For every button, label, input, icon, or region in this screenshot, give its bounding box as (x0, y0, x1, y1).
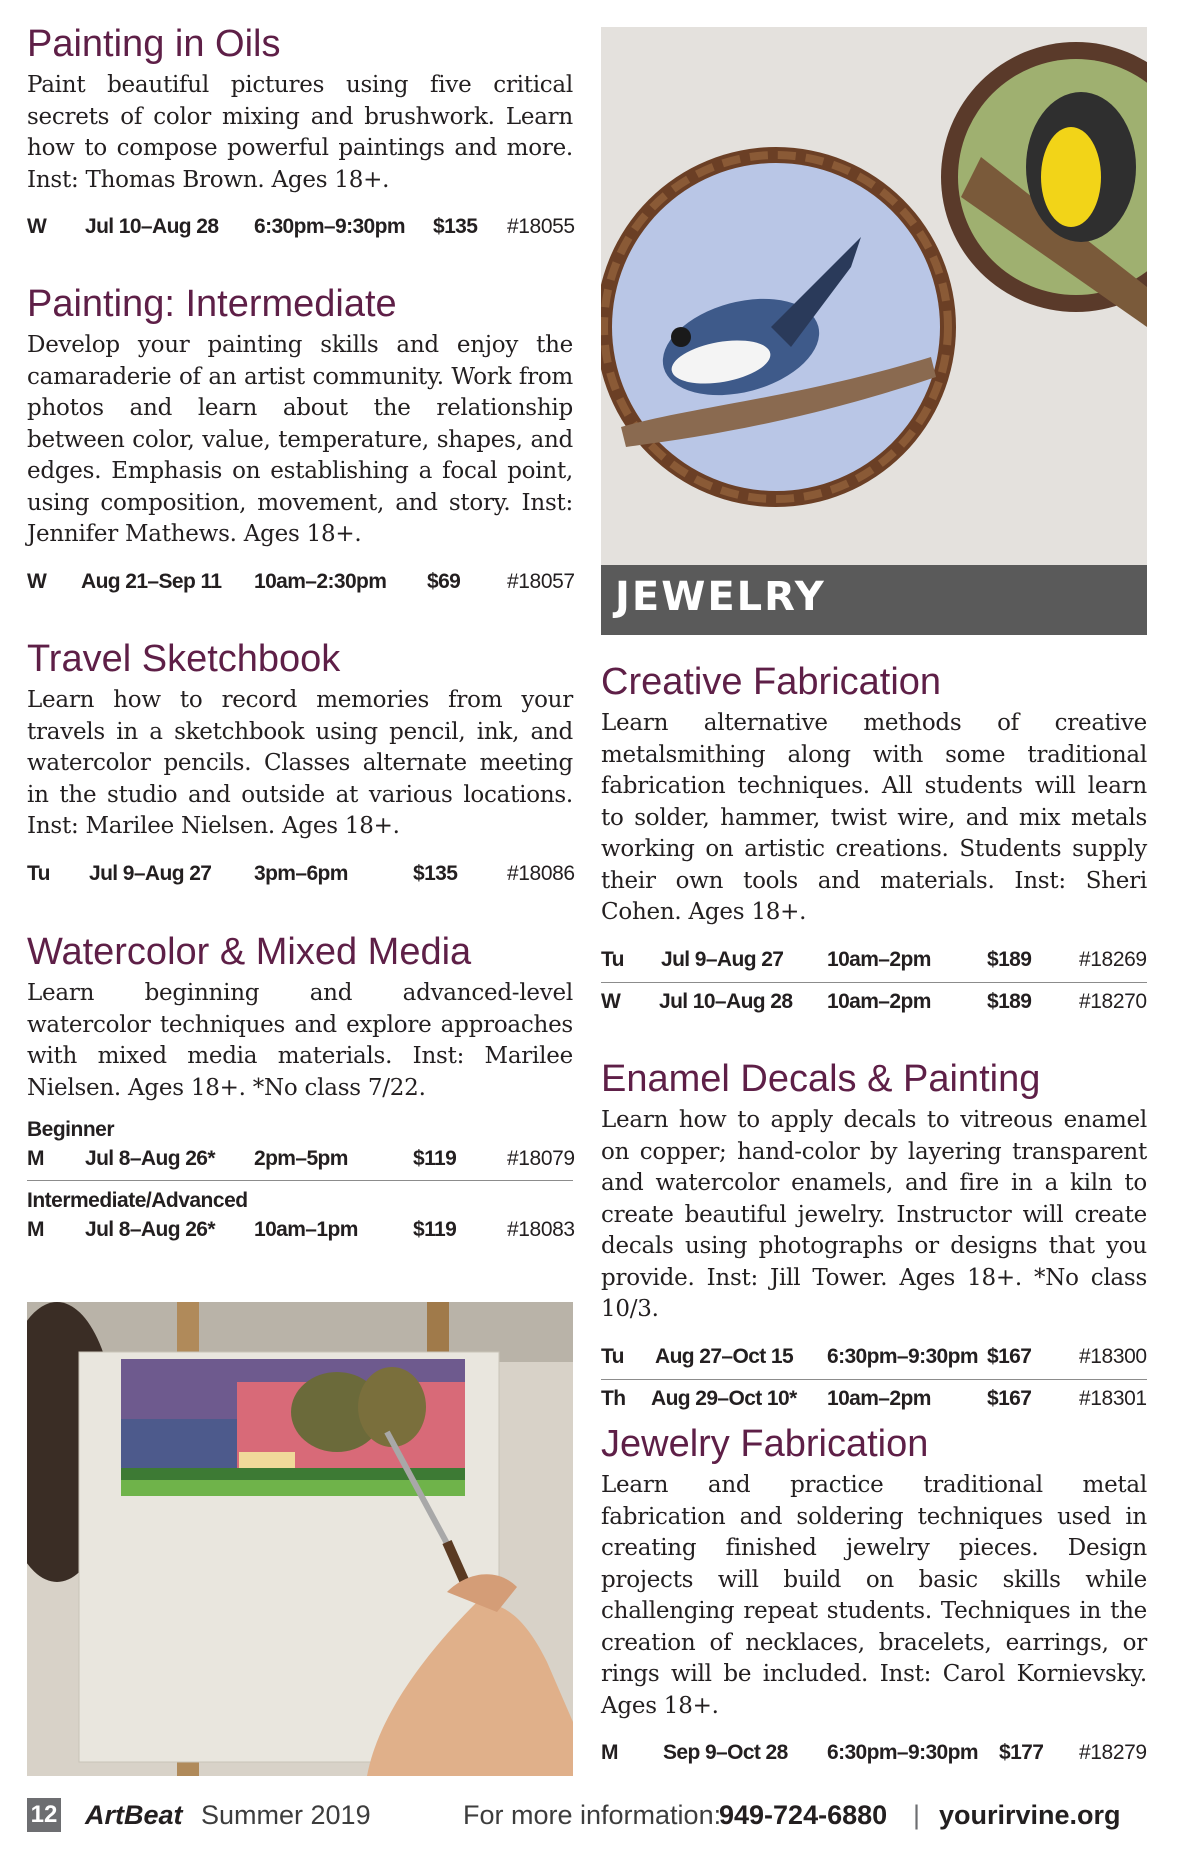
course-title: Painting: Intermediate (27, 283, 397, 325)
phone-number: 949-724-6880 (719, 1800, 888, 1830)
session-dates: Jul 9–Aug 27 (661, 947, 784, 971)
course-description: Learn and practice traditional metal fabrication and soldering techniques used in creating finished jewelry pieces. Design projects will build on basic skills while challenging repeat students. Techniques in the creation of necklaces, bracelets, earrings, or rings will be included. Inst: Carol Kornievsky. Ages 18+. (601, 1472, 1147, 1719)
session-list (601, 941, 1147, 1024)
session-time: 6:30pm–9:30pm (827, 1344, 978, 1368)
session-list (27, 855, 573, 893)
session-code: #18279 (1079, 1741, 1147, 1764)
session-dates: Jul 9–Aug 27 (89, 861, 212, 885)
session-dates: Jul 10–Aug 28 (85, 215, 219, 238)
course-watercolor-mixed-media (27, 930, 573, 1251)
session-price: $69 (427, 569, 461, 593)
session-time: 3pm–6pm (254, 861, 348, 885)
session-day: M (601, 1741, 618, 1764)
page-number: 12 (27, 1798, 61, 1832)
level-label: Beginner (27, 1118, 115, 1141)
session-code: #18055 (507, 215, 575, 238)
session-code: #18301 (1079, 1386, 1147, 1410)
session-day: Tu (27, 861, 50, 885)
course-description: Learn how to apply decals to vitreous enamel on copper; hand-color by layering transparent and watercolor enamels, and fire in a kiln to create beautiful jewelry. Instructor will create decals using photographs or designs that you provide. Inst: Jill Tower. Ages 18+. *No class 10/3. (601, 1107, 1147, 1322)
level-label: Intermediate/Advanced (27, 1189, 248, 1212)
session-price: $167 (987, 1386, 1032, 1410)
enamel-photo-illustration (601, 27, 1147, 565)
course-description: Paint beautiful pictures using five critical secrets of color mixing and brushwork. Learn how to compose powerful paintings and more. Inst: Thomas Brown. Ages 18+. (27, 72, 573, 193)
course-title: Jewelry Fabrication (601, 1423, 929, 1465)
session-day: M (27, 1147, 44, 1170)
session-code: #18270 (1079, 989, 1147, 1013)
session-row (27, 855, 573, 893)
session-row (601, 1338, 1147, 1379)
session-day: W (27, 569, 47, 593)
course-painting-intermediate (27, 282, 573, 601)
session-time: 10am–2pm (827, 947, 931, 971)
website-link[interactable]: yourirvine.org (939, 1800, 1121, 1830)
painting-class-photo (27, 1302, 573, 1776)
session-code: #18269 (1079, 947, 1147, 971)
publication-season: Summer 2019 (201, 1800, 371, 1830)
session-row (601, 1734, 1147, 1772)
session-dates: Jul 8–Aug 26* (85, 1218, 215, 1241)
session-dates: Sep 9–Oct 28 (663, 1741, 788, 1764)
session-price: $167 (987, 1344, 1032, 1368)
session-price: $189 (987, 989, 1032, 1013)
session-time: 10am–2pm (827, 989, 931, 1013)
course-description: Learn beginning and advanced-level watercolor techniques and explore approaches with mixed media materials. Inst: Marilee Nielsen. Ages 18+. *No class 7/22. (27, 980, 573, 1101)
session-dates: Aug 29–Oct 10* (651, 1386, 797, 1410)
course-painting-in-oils (27, 22, 573, 246)
session-row (601, 982, 1147, 1024)
painting-photo-illustration (27, 1302, 573, 1776)
session-time: 6:30pm–9:30pm (827, 1741, 978, 1764)
session-price: $119 (413, 1218, 457, 1241)
session-row (27, 1215, 573, 1251)
session-code: #18057 (507, 569, 575, 593)
session-price: $119 (413, 1147, 457, 1170)
course-description: Learn how to record memories from your travels in a sketchbook using pencil, ink, and watercolor pencils. Classes alternate meeting in the studio and outside at various locations. Inst: Marilee Nielsen. Ages 18+. (27, 687, 573, 839)
session-row (601, 1379, 1147, 1421)
session-day: Tu (601, 947, 624, 971)
session-code: #18079 (507, 1147, 575, 1170)
session-list (27, 563, 573, 601)
session-day: W (601, 989, 621, 1013)
course-title: Watercolor & Mixed Media (27, 931, 472, 973)
course-description: Learn alternative methods of creative metalsmithing along with some traditional fabrication techniques. All students will learn to solder, hammer, twist wire, and mix metals working on artistic creations. Students supply their own tools and materials. Inst: Sheri Cohen. Ages 18+. (601, 710, 1147, 925)
session-day: Tu (601, 1344, 624, 1368)
row-divider (27, 1180, 573, 1181)
session-code: #18083 (507, 1218, 575, 1241)
course-jewelry-fabrication (601, 1422, 1147, 1772)
session-dates: Aug 21–Sep 11 (81, 569, 222, 593)
publication-name: ArtBeat (85, 1800, 183, 1830)
enamel-birds-photo (601, 27, 1147, 565)
session-price: $135 (433, 215, 478, 238)
session-row (601, 941, 1147, 982)
session-day: W (27, 215, 47, 238)
session-list (27, 208, 573, 246)
session-row (27, 1144, 573, 1180)
course-creative-fabrication (601, 660, 1147, 1024)
section-heading-band (601, 565, 1147, 635)
session-dates: Jul 10–Aug 28 (659, 989, 793, 1013)
session-list (601, 1734, 1147, 1772)
session-row (27, 563, 573, 601)
session-row (27, 208, 573, 246)
session-time: 2pm–5pm (254, 1147, 348, 1170)
session-price: $177 (999, 1741, 1044, 1764)
session-price: $189 (987, 947, 1032, 971)
course-title: Travel Sketchbook (27, 638, 341, 680)
course-description: Develop your painting skills and enjoy the camaraderie of an artist community. Work from photos and learn about the relationship between color, value, temperature, shapes, and edges. Emphasis on establishing a focal point, using composition, movement, and story. Inst: Jennifer Mathews. Ages 18+. (27, 332, 573, 547)
session-dates: Jul 8–Aug 26* (85, 1147, 215, 1170)
course-title: Creative Fabrication (601, 661, 942, 703)
session-code: #18300 (1079, 1344, 1147, 1368)
session-time: 10am–1pm (254, 1218, 358, 1241)
footer-separator: | (913, 1800, 921, 1830)
session-code: #18086 (507, 861, 575, 885)
session-time: 10am–2pm (827, 1386, 931, 1410)
session-list (601, 1338, 1147, 1421)
session-day: Th (601, 1386, 626, 1410)
session-price: $135 (413, 861, 458, 885)
info-label: For more information: (463, 1800, 722, 1830)
course-title: Enamel Decals & Painting (601, 1058, 1041, 1100)
session-list (27, 1116, 573, 1251)
page-footer (27, 1796, 1147, 1836)
course-enamel-decals-painting (601, 1057, 1147, 1421)
session-time: 6:30pm–9:30pm (254, 215, 405, 238)
session-time: 10am–2:30pm (254, 569, 387, 593)
section-heading: JEWELRY (615, 574, 826, 620)
course-travel-sketchbook (27, 637, 573, 893)
course-title: Painting in Oils (27, 23, 281, 65)
session-dates: Aug 27–Oct 15 (655, 1344, 794, 1368)
session-day: M (27, 1218, 44, 1241)
